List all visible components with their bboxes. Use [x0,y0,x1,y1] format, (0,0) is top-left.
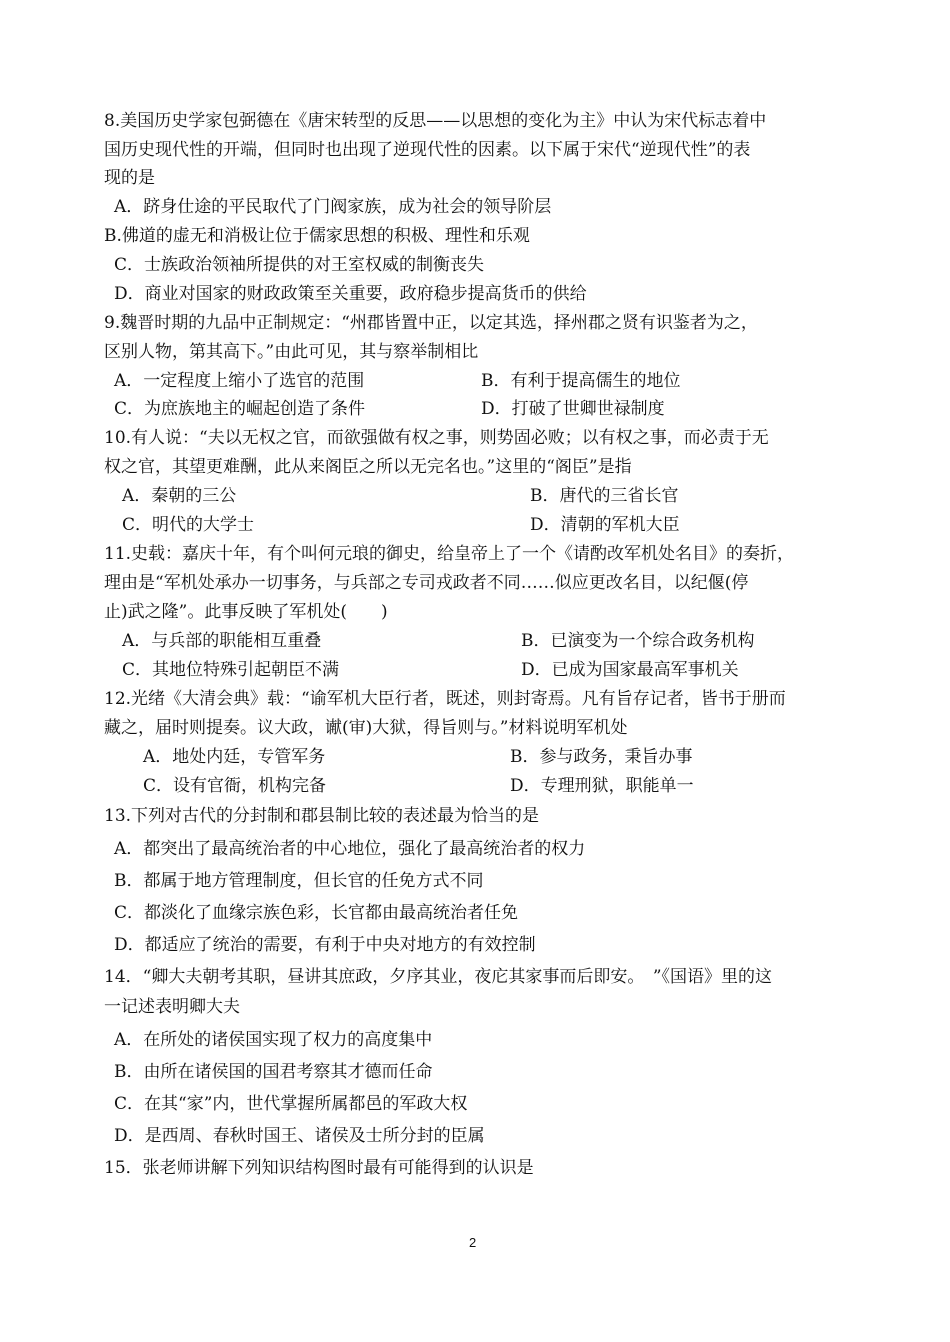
question-12-line-2: 藏之，届时则提奏。议大政，谳(审)大狱，得旨则与。”材料说明军机处 [104,718,628,738]
question-9-line-2: 区别人物，第其高下。”由此可见，其与察举制相比 [104,342,479,362]
question-14-option-d: D．是西周、春秋时国王、诸侯及士所分封的臣属 [114,1126,485,1146]
question-9-line-1: 9.魏晋时期的九品中正制规定：“州郡皆置中正，以定其选，择州郡之贤有识鉴者为之， [104,313,758,333]
question-11-option-b: B．已演变为一个综合政务机构 [521,631,755,651]
question-9-option-a: A．一定程度上缩小了选官的范围 [114,371,365,391]
question-13-option-d: D．都适应了统治的需要，有利于中央对地方的有效控制 [114,935,536,955]
question-9-option-b: B．有利于提高儒生的地位 [481,371,681,391]
question-10-line-1: 10.有人说：“夫以无权之官，而欲强做有权之事，则势固必败；以有权之事，而必责于无 [104,428,769,448]
question-10-option-b: B．唐代的三省长官 [530,486,679,506]
question-11-option-a: A．与兵部的职能相互重叠 [122,631,322,651]
question-14-option-b: B．由所在诸侯国的国君考察其才德而任命 [114,1062,433,1082]
question-11-line-2: 理由是“军机处承办一切事务，与兵部之专司戎政者不同……似应更改名目，以纪偃(停 [104,573,749,593]
question-14-line-2: 一记述表明卿大夫 [104,997,240,1017]
question-10-option-c: C．明代的大学士 [122,515,255,535]
page-number: 2 [469,1235,477,1250]
question-14-line-1: 14．“卿大夫朝考其职，昼讲其庶政，夕序其业，夜庀其家事而后即安。 ”《国语》里的这 [104,967,773,987]
question-8-line-1: 8.美国历史学家包弼德在《唐宋转型的反思——以思想的变化为主》中认为宋代标志着中 [104,111,767,131]
question-12-option-a: A．地处内廷，专管军务 [143,747,326,767]
question-10-option-d: D．清朝的军机大臣 [530,515,680,535]
question-14-option-c: C．在其“家”内，世代掌握所属都邑的军政大权 [114,1094,468,1114]
question-11-option-c: C．其地位特殊引起朝臣不满 [122,660,340,680]
question-8-option-c: C．士族政治领袖所提供的对王室权威的制衡丧失 [114,255,485,275]
question-14-option-a: A．在所处的诸侯国实现了权力的高度集中 [114,1030,433,1050]
question-11-line-3: 止)武之隆”。此事反映了军机处( ) [104,602,388,622]
question-11-line-1: 11.史载：嘉庆十年，有个叫何元琅的御史，给皇帝上了一个《请酌改军机处名目》的奏折， [104,544,795,564]
question-13-line-1: 13.下列对古代的分封制和郡县制比较的表述最为恰当的是 [104,806,540,826]
question-8-line-3: 现的是 [104,168,155,188]
question-12-option-b: B．参与政务，秉旨办事 [510,747,693,767]
question-13-option-a: A．都突出了最高统治者的中心地位，强化了最高统治者的权力 [114,839,586,859]
question-8-line-2: 国历史现代性的开端，但同时也出现了逆现代性的因素。以下属于宋代“逆现代性”的表 [104,140,751,160]
question-15-line-1: 15．张老师讲解下列知识结构图时最有可能得到的认识是 [104,1158,534,1178]
question-9-option-c: C．为庶族地主的崛起创造了条件 [114,399,366,419]
question-10-line-2: 权之官，其望更难酬，此从来阁臣之所以无完名也。”这里的“阁臣”是指 [104,457,632,477]
question-13-option-b: B．都属于地方管理制度，但长官的任免方式不同 [114,871,484,891]
question-11-option-d: D．已成为国家最高军事机关 [521,660,739,680]
question-12-option-d: D．专理刑狱，职能单一 [510,776,694,796]
question-8-option-a: A．跻身仕途的平民取代了门阀家族，成为社会的领导阶层 [114,197,552,217]
question-8-option-d: D．商业对国家的财政政策至关重要，政府稳步提高货币的供给 [114,284,587,304]
question-8-option-b: B.佛道的虚无和消极让位于儒家思想的积极、理性和乐观 [104,226,530,246]
question-10-option-a: A．秦朝的三公 [122,486,237,506]
question-13-option-c: C．都淡化了血缘宗族色彩，长官都由最高统治者任免 [114,903,519,923]
question-12-line-1: 12.光绪《大清会典》载：“谕军机大臣行者，既述，则封寄焉。凡有旨存记者，皆书于册而 [104,689,786,709]
question-9-option-d: D．打破了世卿世禄制度 [481,399,665,419]
question-12-option-c: C．设有官衙，机构完备 [143,776,327,796]
